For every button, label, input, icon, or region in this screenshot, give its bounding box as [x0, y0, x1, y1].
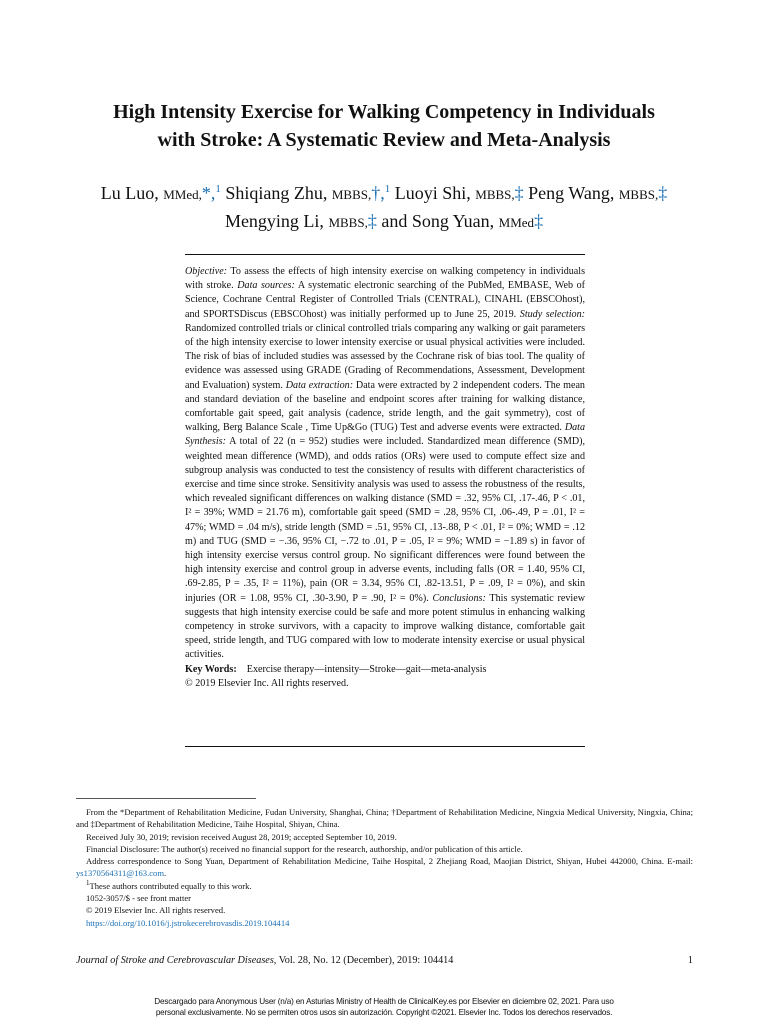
- doi-note: [76, 917, 693, 929]
- author-footnote-mark[interactable]: 1: [384, 183, 391, 195]
- author-degree: MBBS,: [475, 187, 515, 202]
- affiliations-note: From the *Department of Rehabilitation Medicine, Fudan University, Shanghai, China; †Department of Rehabilitation Medicine, Ningxia Medical University, Ningxia, China; and ‡Department of Rehabilitation Medicine, Taihe Hospital, Shiyan, China.: [76, 807, 693, 830]
- affiliation-mark[interactable]: ‡: [367, 211, 377, 231]
- author-connector: and: [381, 211, 408, 231]
- extraction-text: Data were extracted by 2 independent coders. The mean and standard deviation of the baseline and endpoint scores after training for walking distance, comfortable gait speed, gait analysis (cadence, stride length, and the gait symmetry), cost of walking, Berg Balance Scale , Time Up&Go (TUG) Test and adverse events were extracted.: [185, 379, 585, 434]
- affiliation-mark[interactable]: *,: [201, 183, 216, 203]
- abstract-top-rule: [185, 254, 585, 255]
- author-name: Song Yuan,: [411, 211, 495, 231]
- extraction-label: Data extraction:: [285, 379, 354, 391]
- equal-contribution-text: These authors contributed equally to this work.: [89, 880, 252, 891]
- correspondence-text: Address correspondence to Song Yuan, Department of Rehabilitation Medicine, Taihe Hospital, 2 Zhejiang Road, Maojian District, Shiyan, Hubei 442000, China. E-mail:: [86, 856, 693, 867]
- correspondence-note: Address correspondence to Song Yuan, Department of Rehabilitation Medicine, Taihe Hospital, 2 Zhejiang Road, Maojian District, Shiyan, Hubei 442000, China. E-mail: ys1370564311@163.com.: [76, 856, 693, 879]
- author-name: Mengying Li,: [224, 211, 324, 231]
- author-name: Peng Wang,: [528, 183, 615, 203]
- footnote-rule: [76, 798, 256, 799]
- author-degree: MBBS,: [618, 187, 659, 202]
- equal-contribution-note: [76, 880, 693, 892]
- abstract-bottom-rule: [185, 746, 585, 747]
- author-footnote-mark[interactable]: 1: [215, 183, 221, 195]
- title-line-1: High Intensity Exercise for Walking Competency in Individuals: [113, 101, 655, 123]
- conclusions-text: This systematic review suggests that high intensity exercise could be safe and more potent stimulus in enhancing walking competency in stroke survivors, with a capacity to improve walking distance, comfortable gait speed, stride length, and TUG compared with low to moderate intensity exercise or usual physical activities.: [185, 592, 586, 661]
- download-notice-line-1: Descargado para Anonymous User (n/a) en Asturias Ministry of Health de ClinicalKey.es por Elsevier en diciembre 02, 2021. Para uso: [154, 997, 614, 1006]
- author-name: Luoyi Shi,: [394, 183, 471, 203]
- author-degree: MBBS,: [331, 187, 372, 202]
- author-degree: MMed: [498, 215, 535, 230]
- author-list: [80, 180, 688, 236]
- affiliation-mark[interactable]: ‡: [514, 183, 524, 203]
- selection-text: Randomized controlled trials or clinical controlled trials comparing any walking or gait parameters of the high intensity exercise to lower intensity exercise or usual physical activities were included. The risk of bias of included studies was assessed by the Cochrane risk of bias tool. The quality of evidence was assessed using GRADE (Grading of Recommendations, Assessment, Development and Evaluation) system.: [185, 322, 585, 391]
- sources-label: Data sources:: [237, 280, 295, 292]
- keywords-label: Key Words:: [185, 663, 237, 675]
- abstract: [185, 265, 585, 691]
- abstract-body: [185, 265, 585, 663]
- issn-note: 1052-3057/$ - see front matter: [86, 893, 192, 904]
- synthesis-text: A total of 22 (n = 952) studies were included. Standardized mean difference (SMD), weighted mean difference (WMD), and odds ratios (ORs) were used to compute effect size and subgroup analysis was conducted to test the consistency of results with different characteristics of exercise and time since stroke. Sensitivity analysis was used to assess the robustness of the results, which revealed significant differences on walking distance (SMD = .32, 95% CI, .17-.46, P < .01, I² = 39%; WMD = 21.76 m), comfortable gait speed (SMD = .28, 95% CI, .06-.49, P = .01, I² = 47%; WMD = .04 m/s), stride length (SMD = .51, 95% CI, .13-.88, P < .01, I² = 0%; WMD = .12 m) and TUG (SMD = −.36, 95% CI, −.72 to .01, P = .05, I² = 9%; WMD = −1.89 s) in favor of high intensity exercise versus control group. No significant differences were found between the high intensity exercise and control group in adverse events, including falls (OR = 1.40, 95% CI, .69-2.85, P = .35, I² = 11%), pain (OR = 3.34, 95% CI, .82-13.51, P = .09, I² = 0%), and skin injuries (OR = 1.08, 95% CI, .30-3.90, P = .90, I² = 0%).: [185, 436, 586, 604]
- disclosure-note: Financial Disclosure: The author(s) received no financial support for the research, authorship, and/or publication of this article.: [86, 843, 523, 854]
- author-degree: MBBS,: [328, 215, 368, 230]
- sources-text: A systematic electronic searching of the PubMed, EMBASE, Web of Science, Cochrane Central Register of Controlled Trials (CENTRAL), CINAHL (EBSCOhost), and SPORTSDiscus (EBSCOhost) was initially performed up to June 25, 2019.: [185, 280, 585, 320]
- journal-footer: [76, 954, 693, 968]
- affiliation-mark[interactable]: ‡: [658, 183, 668, 203]
- author-name: Lu Luo,: [100, 183, 159, 203]
- conclusions-label: Conclusions:: [432, 592, 486, 604]
- copyright-note: © 2019 Elsevier Inc. All rights reserved.: [86, 905, 226, 916]
- article-title: [60, 98, 708, 154]
- journal-name: Journal of Stroke and Cerebrovascular Diseases: [76, 955, 274, 966]
- email-link[interactable]: ys1370564311@163.com: [76, 868, 165, 879]
- doi-link[interactable]: https://doi.org/10.1016/j.jstrokecerebrovasdis.2019.104414: [86, 917, 290, 928]
- equal-contribution-mark: 1: [86, 878, 90, 887]
- author-degree: MMed,: [163, 187, 202, 202]
- page-number: 1: [687, 955, 693, 966]
- synthesis-label: Data Synthesis:: [185, 422, 585, 448]
- objective-label: Objective:: [185, 266, 228, 277]
- received-note: Received July 30, 2019; revision received August 28, 2019; accepted September 10, 2019.: [86, 831, 397, 842]
- journal-details: , Vol. 28, No. 12 (December), 2019: 104414: [273, 955, 454, 966]
- footnotes: [76, 806, 693, 929]
- download-notice-line-2: personal exclusivamente. No se permiten otros usos sin autorización. Copyright ©2021. Elsevier Inc. Todos los derechos reservados.: [155, 1007, 613, 1017]
- affiliation-mark[interactable]: ‡: [534, 211, 544, 231]
- keywords-text: Exercise therapy—intensity—Stroke—gait—meta-analysis: [246, 663, 487, 675]
- download-notice: [100, 997, 668, 1018]
- selection-label: Study selection:: [519, 308, 585, 320]
- objective-text: To assess the effects of high intensity exercise on walking competency in individuals with stroke.: [185, 266, 586, 292]
- keywords-line: [185, 663, 585, 677]
- affiliation-mark[interactable]: †,: [371, 183, 385, 203]
- author-name: Shiqiang Zhu,: [225, 183, 328, 203]
- abstract-copyright: © 2019 Elsevier Inc. All rights reserved.: [185, 677, 349, 689]
- title-line-2: with Stroke: A Systematic Review and Meta-Analysis: [157, 129, 611, 151]
